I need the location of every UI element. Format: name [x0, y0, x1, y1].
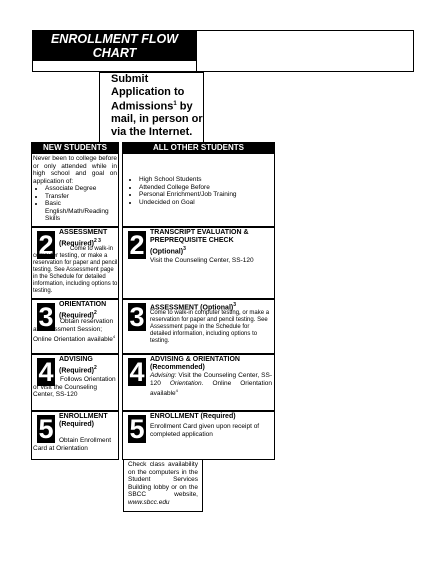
step-number: 4 — [129, 357, 145, 387]
step-body: Follows Orientation or visit the Counseling Center, SS-120 — [33, 376, 116, 398]
new-students-step-advising — [31, 354, 119, 411]
step-number: 2 — [38, 230, 54, 260]
all-other-step-transcript — [122, 227, 275, 299]
step-number: 4 — [38, 357, 54, 387]
new-students-step-orientation — [31, 299, 119, 354]
step-title: ENROLLMENT — [59, 413, 108, 420]
all-other-students-bullet: • Undecided on Goal — [139, 199, 272, 207]
new-students-bullet: • Transfer — [45, 193, 117, 201]
all-other-students-bullet: • High School Students — [139, 176, 272, 184]
step-number: 5 — [38, 414, 54, 444]
step-number: 3 — [38, 302, 54, 332]
all-other-students-bullet: • Attended College Before — [139, 184, 272, 192]
footer-text: Check class availability on the computers in the Student Services Building lobby or on the SBCC website, — [128, 461, 198, 498]
step-superscript: 3 — [233, 302, 237, 308]
step-title-2: (Required) — [59, 421, 94, 428]
step-title-block — [150, 356, 272, 372]
new-students-bullet: • Associate Degree — [45, 185, 117, 193]
submit-text: Submit Application to Admissions — [111, 73, 185, 113]
step-body: Come to walk-in computer testing, or make a reservation for paper and pencil testing. See Assessment page in the Schedule for detailed information, including options to testing. — [150, 310, 270, 344]
step-title: ADVISING & ORIENTATION — [150, 356, 240, 363]
step-body-em-2: Orientation. — [169, 379, 204, 387]
submit-superscript: 1 — [173, 101, 177, 107]
step-title-2: (Required) — [59, 312, 94, 320]
footer-url[interactable]: www.sbcc.edu — [128, 498, 170, 506]
step-body-2: Online Orientation available — [150, 379, 272, 398]
step-title-2: (Required) — [59, 367, 94, 375]
step-body-superscript: 4 — [112, 334, 116, 339]
step-body-block — [150, 372, 272, 398]
step-body: Obtain reservation at Assessment Session; Online Orientation available — [33, 318, 114, 344]
step-body-superscript: 4 — [175, 388, 178, 393]
step-title: ENROLLMENT (Required) — [150, 413, 236, 420]
all-other-students-intro-box — [122, 153, 275, 227]
step-number: 2 — [129, 230, 145, 260]
step-title-2: (Required) — [59, 240, 94, 248]
step-superscript: 2 3 — [94, 238, 101, 244]
footer-check-availability-box — [123, 460, 203, 512]
all-other-step-advising-orientation — [122, 354, 275, 411]
new-students-intro-box — [31, 153, 119, 227]
step-title-block — [59, 356, 119, 375]
step-body-block — [33, 318, 118, 344]
step-body: Obtain Enrollment Card at Orientation — [33, 437, 112, 452]
step-superscript: 2 — [94, 310, 97, 316]
new-students-step-assessment — [31, 227, 119, 299]
step-number: 3 — [129, 302, 145, 332]
step-title: TRANSCRIPT EVALUATION & PREPREQUISITE CHECK — [150, 229, 249, 244]
step-number: 5 — [129, 414, 145, 444]
step-body: Enrollment Card given upon receipt of completed application — [150, 423, 260, 438]
step-body: Visit the Counseling Center, SS-120 — [150, 372, 272, 387]
step-title: ASSESSMENT (Optional) — [150, 304, 234, 312]
step-title: ORIENTATION — [59, 301, 107, 308]
step-title-2: (Recommended) — [150, 364, 205, 371]
step-title: ADVISING — [59, 356, 93, 363]
new-students-bullet: • Basic English/Math/Reading Skills — [45, 200, 117, 223]
step-title-block — [59, 413, 119, 429]
page-title: ENROLLMENT FLOW CHART — [32, 30, 197, 61]
submit-application-box — [99, 72, 204, 142]
step-body-em: Advising: — [150, 372, 177, 379]
step-title: ASSESSMENT — [59, 229, 108, 236]
title-underbar — [32, 61, 197, 72]
all-other-step-enrollment — [122, 411, 275, 460]
step-superscript: 3 — [183, 246, 186, 252]
step-superscript: 2 — [94, 365, 97, 371]
new-students-step-enrollment — [31, 411, 119, 460]
step-title-2: (Optional) — [150, 248, 184, 256]
new-students-intro: Never been to college before or only attended while in high school and goal on application of: — [33, 155, 117, 185]
all-other-step-assessment — [122, 299, 275, 354]
new-students-header: NEW STUDENTS — [31, 142, 119, 153]
all-other-students-header: ALL OTHER STUDENTS — [122, 142, 275, 153]
step-body: Come to walk-in computer testing, or make a reservation for paper and pencil testing. See Assessment page in the Schedule for detailed information, including options to testing. — [33, 246, 118, 294]
submit-text-2: by mail, in person or via the Internet. — [111, 100, 203, 138]
step-body: Visit the Counseling Center, SS-120 — [150, 257, 254, 264]
all-other-students-bullet: • Personal Enrichment/Job Training — [139, 191, 272, 199]
step-title-block — [150, 229, 272, 256]
